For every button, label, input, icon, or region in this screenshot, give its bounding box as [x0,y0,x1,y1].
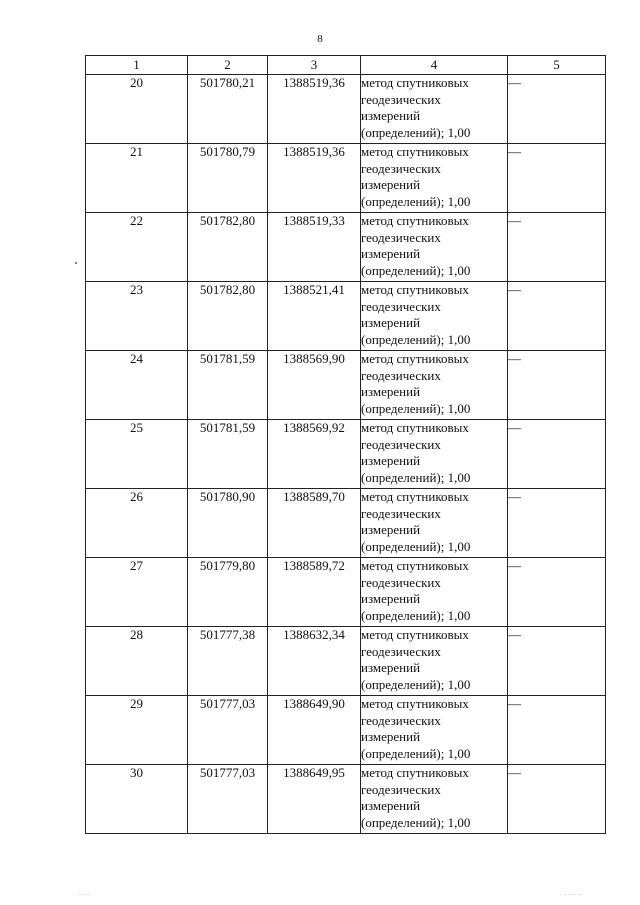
method-text-line: измерений [361,108,421,123]
method-cell [361,696,508,765]
method-text-line: (определений); 1,00 [361,124,471,140]
x-coordinate-cell: 501777,38 [188,627,268,696]
method-text-line: геодезических [361,643,441,659]
point-number-cell: 29 [86,696,188,765]
method-text-line: геодезических [361,712,441,728]
column-5-cell: — [508,558,606,627]
table-row [86,765,606,834]
y-coordinate-cell: 1388649,90 [268,696,361,765]
page-number: 8 [317,33,323,45]
x-coordinate-cell: 501779,80 [188,558,268,627]
column-header: 3 [268,56,361,75]
method-cell [361,489,508,558]
column-header: 5 [508,56,606,75]
method-text-line: метод спутниковых [361,351,469,366]
method-text-line: метод спутниковых [361,75,469,90]
method-text-line: (определений); 1,00 [361,607,471,623]
table-header-row [86,56,606,75]
x-coordinate-cell: 501781,59 [188,420,268,489]
table-row [86,696,606,765]
y-coordinate-cell: 1388519,33 [268,213,361,282]
method-text-line: (определений); 1,00 [361,745,471,761]
table-row [86,144,606,213]
method-text-line: геодезических [361,574,441,590]
footer-mark: ..... [78,891,91,897]
y-coordinate-cell: 1388519,36 [268,75,361,144]
method-text-line: (определений); 1,00 [361,469,471,485]
method-text-line: измерений [361,591,421,606]
x-coordinate-cell: 501780,90 [188,489,268,558]
method-text-line: (определений); 1,00 [361,538,471,554]
method-text-line: (определений); 1,00 [361,193,471,209]
x-coordinate-cell: 501782,80 [188,213,268,282]
table-row [86,75,606,144]
y-coordinate-cell: 1388569,92 [268,420,361,489]
point-number-cell: 20 [86,75,188,144]
method-cell [361,144,508,213]
method-text-line: измерений [361,660,421,675]
column-5-cell: — [508,75,606,144]
method-text-line: геодезических [361,505,441,521]
column-header: 4 [361,56,508,75]
method-cell [361,282,508,351]
method-text-line: (определений); 1,00 [361,331,471,347]
column-5-cell: — [508,420,606,489]
x-coordinate-cell: 501782,80 [188,282,268,351]
column-5-cell: — [508,351,606,420]
column-5-cell: — [508,627,606,696]
method-text-line: метод спутниковых [361,696,469,711]
x-coordinate-cell: 501777,03 [188,765,268,834]
table-row [86,213,606,282]
method-text-line: метод спутниковых [361,420,469,435]
method-text-line: измерений [361,315,421,330]
method-text-line: геодезических [361,229,441,245]
table-row [86,558,606,627]
table-row [86,489,606,558]
y-coordinate-cell: 1388649,95 [268,765,361,834]
method-text-line: геодезических [361,91,441,107]
method-text-line: метод спутниковых [361,558,469,573]
point-number-cell: 23 [86,282,188,351]
method-text-line: измерений [361,453,421,468]
column-5-cell: — [508,765,606,834]
column-header: 2 [188,56,268,75]
method-text-line: (определений); 1,00 [361,814,471,830]
table-row [86,420,606,489]
column-5-cell: — [508,213,606,282]
method-text-line: измерений [361,522,421,537]
method-text-line: (определений); 1,00 [361,400,471,416]
method-text-line: (определений); 1,00 [361,262,471,278]
method-text-line: измерений [361,384,421,399]
column-5-cell: — [508,489,606,558]
method-text-line: метод спутниковых [361,213,469,228]
method-cell [361,213,508,282]
method-cell [361,558,508,627]
point-number-cell: 28 [86,627,188,696]
method-text-line: метод спутниковых [361,489,469,504]
method-cell [361,351,508,420]
column-5-cell: — [508,144,606,213]
x-coordinate-cell: 501780,21 [188,75,268,144]
method-text-line: измерений [361,177,421,192]
method-cell [361,765,508,834]
point-number-cell: 25 [86,420,188,489]
y-coordinate-cell: 1388519,36 [268,144,361,213]
footer-mark: . ....... [560,891,583,897]
coordinates-table [85,55,606,834]
method-text-line: измерений [361,246,421,261]
y-coordinate-cell: 1388521,41 [268,282,361,351]
method-cell [361,627,508,696]
point-number-cell: 26 [86,489,188,558]
column-5-cell: — [508,282,606,351]
point-number-cell: 27 [86,558,188,627]
method-cell [361,75,508,144]
point-number-cell: 22 [86,213,188,282]
point-number-cell: 24 [86,351,188,420]
method-text-line: измерений [361,798,421,813]
y-coordinate-cell: 1388589,72 [268,558,361,627]
method-text-line: геодезических [361,436,441,452]
method-text-line: геодезических [361,367,441,383]
x-coordinate-cell: 501777,03 [188,696,268,765]
x-coordinate-cell: 501780,79 [188,144,268,213]
table-row [86,351,606,420]
method-text-line: метод спутниковых [361,144,469,159]
y-coordinate-cell: 1388632,34 [268,627,361,696]
scan-dot [75,262,77,264]
method-text-line: (определений); 1,00 [361,676,471,692]
column-header: 1 [86,56,188,75]
y-coordinate-cell: 1388589,70 [268,489,361,558]
method-text-line: геодезических [361,298,441,314]
table-row [86,627,606,696]
point-number-cell: 21 [86,144,188,213]
method-text-line: метод спутниковых [361,765,469,780]
method-text-line: метод спутниковых [361,627,469,642]
table-row [86,282,606,351]
method-cell [361,420,508,489]
method-text-line: метод спутниковых [361,282,469,297]
method-text-line: измерений [361,729,421,744]
column-5-cell: — [508,696,606,765]
x-coordinate-cell: 501781,59 [188,351,268,420]
method-text-line: геодезических [361,160,441,176]
y-coordinate-cell: 1388569,90 [268,351,361,420]
method-text-line: геодезических [361,781,441,797]
point-number-cell: 30 [86,765,188,834]
